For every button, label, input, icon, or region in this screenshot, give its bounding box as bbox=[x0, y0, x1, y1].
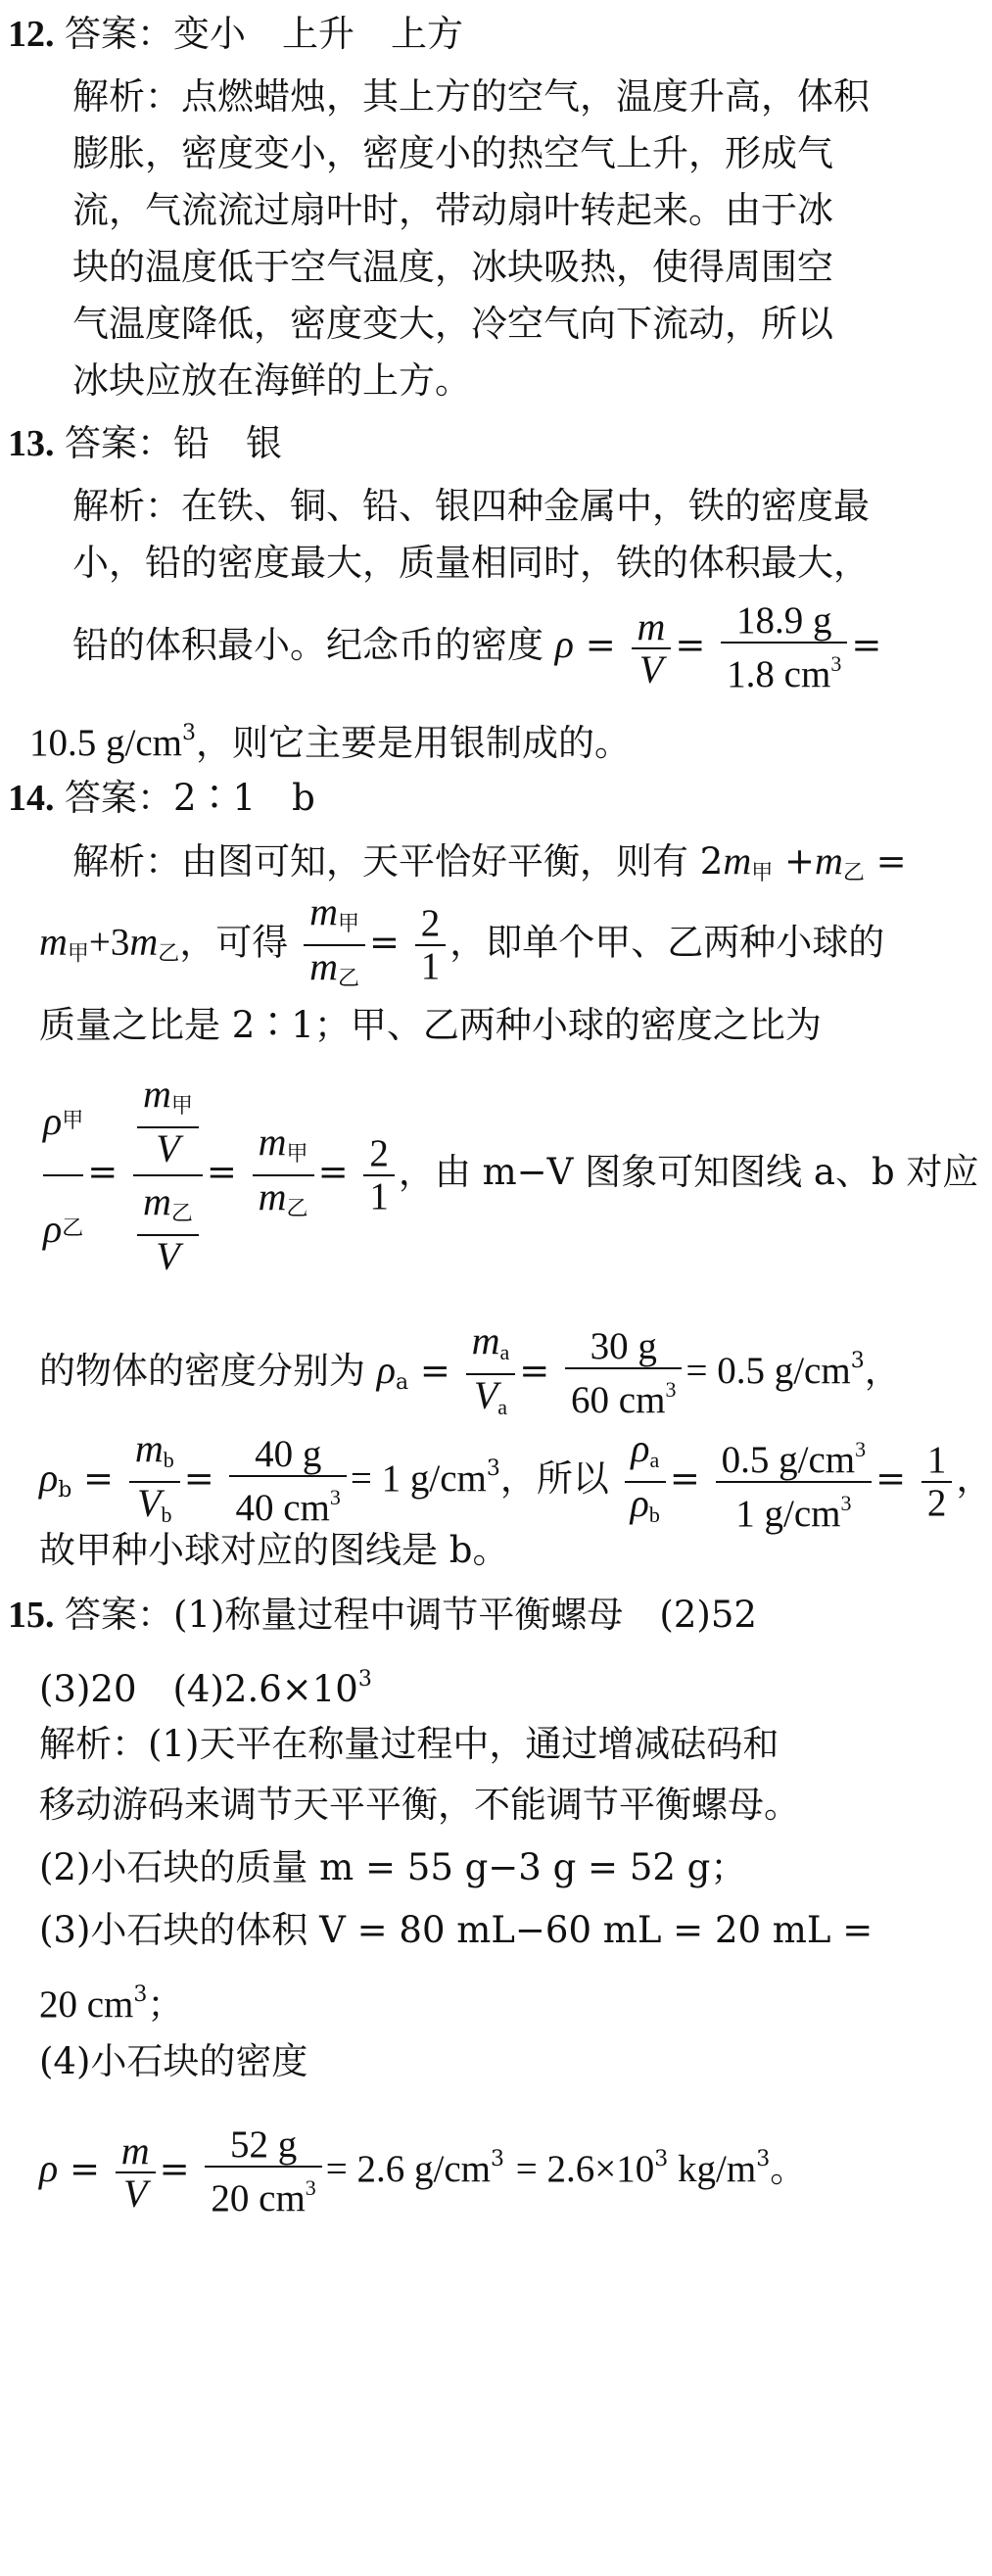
q13-m-over-v-fraction bbox=[632, 603, 672, 692]
q15-number: 15. bbox=[8, 1595, 55, 1636]
fraction-numerator bbox=[625, 1425, 665, 1481]
fraction-numerator: m bbox=[120, 2127, 150, 2172]
fraction-numerator: 18.9 g bbox=[735, 599, 832, 642]
fraction-numerator: m bbox=[637, 603, 666, 648]
denominator-unit: 20 cm bbox=[211, 2177, 306, 2219]
q14-analysis-text: 解析：由图可知，天平恰好平衡，则有 2 bbox=[72, 840, 724, 883]
subscript-b: b bbox=[163, 1447, 174, 1472]
subscript-jia: 甲 bbox=[751, 861, 774, 885]
subscript-b: b bbox=[161, 1502, 172, 1527]
q14-answer: 答案：2∶1 b bbox=[65, 777, 315, 819]
cube-exponent: 3 bbox=[133, 1982, 148, 2007]
cube-exponent: 3 bbox=[850, 1349, 865, 1373]
q15-answer-line bbox=[0, 1593, 918, 1638]
q14-two-over-one-fraction bbox=[415, 903, 447, 987]
q14-graph-text: ，由 m−V 图象可知图线 a、b 对应 bbox=[398, 1151, 979, 1193]
rho-symbol: ρ bbox=[43, 1206, 63, 1251]
fraction-numerator bbox=[133, 1069, 203, 1174]
q14-ratio-line: $m_甲+3m_乙$，可得 $\frac{m_甲}{m_乙}$ = $\frac{2}{1}$ ，即单个甲、乙两种小球的 bbox=[0, 891, 957, 1002]
subscript-a: a bbox=[649, 1447, 660, 1472]
cube-exponent: 3 bbox=[491, 2147, 505, 2171]
fraction-denominator: V bbox=[122, 2171, 148, 2216]
cube-exponent: 3 bbox=[654, 2147, 669, 2171]
fraction-numerator: 40 g bbox=[255, 1433, 322, 1475]
q14-ratio-tail: ，即单个甲、乙两种小球的 bbox=[449, 921, 885, 964]
q14-compound-fraction bbox=[133, 1069, 203, 1282]
q13-result-value: 10.5 g/cm bbox=[29, 722, 182, 764]
q15-answer-2: (3)20 (4)2.6×10 bbox=[39, 1668, 358, 1710]
fraction-numerator bbox=[129, 1425, 180, 1481]
q15-end-mark: 。 bbox=[770, 2148, 807, 2190]
mass-symbol: m bbox=[134, 1425, 164, 1470]
q15-m-over-v-fraction bbox=[116, 2127, 156, 2216]
fraction-denominator bbox=[253, 1173, 314, 1229]
q14-kede-text: ，可得 bbox=[179, 921, 289, 964]
cube-exponent: 3 bbox=[756, 2147, 771, 2171]
q12-analysis-line-3: 流，气流流过扇叶时，带动扇叶转起来。由于冰 bbox=[72, 189, 833, 231]
ratio-numerator-value: 0.5 g/cm bbox=[721, 1438, 856, 1481]
q15-mass-line: (2)小石块的质量 m = 55 g−3 g = 52 g； bbox=[39, 1846, 747, 1888]
fraction-numerator: 2 bbox=[369, 1131, 389, 1174]
q13-answer-line bbox=[0, 421, 918, 466]
rho-symbol: ρ bbox=[631, 1425, 650, 1470]
q13-analysis-line-1: 解析：在铁、铜、铅、银四种金属中，铁的密度最 bbox=[72, 485, 870, 527]
subscript-yi: 乙 bbox=[62, 1216, 84, 1241]
cube-exponent: 3 bbox=[305, 2175, 316, 2200]
fraction-numerator: 52 g bbox=[229, 2123, 298, 2166]
q14-conclusion: 故甲种小球对应的图线是 b。 bbox=[39, 1529, 509, 1571]
q14-two-over-one-fraction-2 bbox=[363, 1133, 395, 1217]
cube-exponent: 3 bbox=[840, 1490, 852, 1515]
q12-analysis-line-1: 解析：点燃蜡烛，其上方的空气，温度升高，体积 bbox=[72, 75, 870, 118]
fraction-numerator bbox=[253, 1121, 314, 1174]
q12-analysis-line-5: 气温度降低，密度变大，冷空气向下流动，所以 bbox=[72, 303, 833, 345]
fraction-denominator: V bbox=[156, 1125, 180, 1170]
subscript-jia: 甲 bbox=[337, 911, 359, 935]
q15-result-unit: kg/m bbox=[668, 2148, 757, 2190]
q15-analysis-line-2: 移动游码来调节天平平衡，不能调节平衡螺母。 bbox=[39, 1784, 800, 1826]
q12-answer-line bbox=[0, 12, 918, 57]
mass-symbol: m bbox=[142, 1178, 171, 1223]
fraction-numerator: 30 g bbox=[590, 1325, 657, 1367]
q12-analysis-line-4: 块的温度低于空气温度，冰块吸热，使得周围空 bbox=[72, 246, 833, 288]
subscript-yi: 乙 bbox=[286, 1195, 308, 1220]
cube-exponent: 3 bbox=[486, 1456, 500, 1481]
mass-symbol: m bbox=[723, 838, 752, 883]
q13-conclusion: ，则它主要是用银制成的。 bbox=[195, 722, 631, 764]
mass-symbol: m bbox=[471, 1317, 500, 1362]
q13-conclusion-line bbox=[0, 711, 947, 766]
q13-answer: 答案：铅 银 bbox=[65, 422, 282, 464]
subscript-jia: 甲 bbox=[170, 1092, 193, 1118]
q14-analysis-line-1: 解析：由图可知，天平恰好平衡，则有 $2m_甲 +m_乙$ = bbox=[72, 838, 907, 885]
q14-rho-b-line: $\rho_b$ = $\frac{m_b}{V_b}$ = $\frac{40 g}{40 cm^3}$ = 1 $g/cm^3$，所以 $\frac{\rho_a}{\rho_b}$ = $\frac{0.5 g/cm^3}{1 g/cm^3}$ = $\frac{1}{2}$ ， bbox=[39, 1425, 992, 1535]
cube-exponent: 3 bbox=[855, 1436, 867, 1461]
cube-exponent: 3 bbox=[329, 1485, 341, 1509]
fraction-denominator bbox=[721, 644, 847, 695]
q15-volume-line-2 bbox=[0, 1973, 957, 2027]
fraction-denominator: 1 bbox=[369, 1174, 389, 1217]
subscript-yi: 乙 bbox=[842, 861, 865, 885]
subscript-a: a bbox=[497, 1394, 508, 1419]
subscript-yi: 乙 bbox=[170, 1200, 193, 1225]
q15-analysis-line-1: 解析：(1)天平在称量过程中，通过增减砝码和 bbox=[39, 1723, 779, 1765]
mass-symbol: m bbox=[39, 919, 68, 964]
rho-symbol: ρ bbox=[39, 1455, 59, 1500]
rho-symbol: ρ bbox=[43, 1098, 63, 1143]
denominator-unit: 1.8 cm bbox=[727, 653, 831, 695]
rho-symbol: ρ bbox=[376, 1348, 396, 1392]
fraction-denominator bbox=[304, 946, 365, 999]
subscript-jia: 甲 bbox=[67, 941, 89, 967]
q15-volume-tail: ； bbox=[147, 1983, 184, 2026]
q13-analysis-line-2: 小，铅的密度最大，质量相同时，铁的体积最大， bbox=[72, 542, 870, 584]
mass-symbol: m bbox=[129, 919, 159, 964]
q14-density-intro: 的物体的密度分别为 bbox=[39, 1350, 365, 1392]
cube-exponent: 3 bbox=[830, 651, 842, 676]
q14-rho-ratio-fraction bbox=[43, 1069, 83, 1282]
cube-exponent: 3 bbox=[665, 1377, 677, 1402]
rho-a-value-fraction bbox=[565, 1326, 682, 1421]
mass-symbol: m bbox=[258, 1173, 287, 1218]
q15-value-fraction bbox=[205, 2124, 321, 2219]
subscript-yi: 乙 bbox=[158, 941, 180, 967]
q14-mass-ratio-fraction-2 bbox=[253, 1121, 314, 1229]
q14-analysis-line-3: 质量之比是 2∶1；甲、乙两种小球的密度之比为 bbox=[39, 1004, 822, 1046]
q14-suoyi-text: ，所以 bbox=[499, 1457, 609, 1500]
rho-symbol: ρ bbox=[630, 1480, 649, 1525]
cube-exponent: 3 bbox=[357, 1667, 372, 1692]
q14-mass-ratio-fraction bbox=[304, 891, 365, 999]
fraction-denominator bbox=[730, 1483, 857, 1535]
yi-density-fraction bbox=[137, 1178, 199, 1278]
q15-volume-value: 20 cm bbox=[39, 1983, 134, 2026]
fraction-denominator bbox=[43, 1176, 83, 1282]
fraction-numerator bbox=[466, 1317, 516, 1373]
fraction-denominator bbox=[205, 2168, 321, 2219]
q13-number: 13. bbox=[8, 423, 55, 464]
rho-ratio-value-fraction bbox=[716, 1429, 872, 1535]
q14-rho-a-line: 的物体的密度分别为 $\rho_a$ = $\frac{m_a}{V_a}$ = $\frac{30 g}{60 cm^3}$ = 0.5 $g/cm^3$， bbox=[0, 1312, 957, 1432]
subscript-a: a bbox=[395, 1370, 409, 1395]
cube-exponent: 3 bbox=[181, 721, 196, 745]
subscript-b: b bbox=[58, 1478, 72, 1503]
q12-number: 12. bbox=[8, 14, 55, 55]
q12-analysis-line-2: 膨胀，密度变小，密度小的热空气上升，形成气 bbox=[72, 132, 833, 174]
rho-b-symbolic-fraction bbox=[129, 1425, 180, 1536]
q15-result-1: = 2.6 g/cm bbox=[325, 2148, 492, 2190]
rho-b-result: = 1 g/cm bbox=[350, 1457, 487, 1500]
fraction-numerator bbox=[716, 1429, 872, 1481]
fraction-denominator bbox=[565, 1369, 682, 1421]
rho-b-value-fraction bbox=[229, 1434, 346, 1529]
q15-density-formula-line: ρ = $\frac{m}{V}$ = $\frac{52 g}{20 cm^3}$ = 2.6 $g/cm^3 = 2.6\times 10^3$ $kg/m^3$。 bbox=[39, 2123, 807, 2219]
fraction-numerator bbox=[137, 1178, 199, 1234]
subscript-b: b bbox=[648, 1502, 660, 1527]
q13-density-formula-line: 铅的体积最小。纪念币的密度 ρ = $\frac{m}{V}$ = $\frac{18.9 g}{1.8 cm^3}$ = bbox=[72, 599, 882, 695]
mass-symbol: m bbox=[142, 1071, 171, 1116]
q13-value-fraction bbox=[721, 600, 847, 695]
q14-number: 14. bbox=[8, 778, 55, 819]
ratio-denominator-value: 1 g/cm bbox=[735, 1492, 841, 1535]
q14-density-ratio-line: ρ 甲 ρ 乙 = $\frac{m_甲}{V}$ $\frac{m_乙}{V}$ = $\frac{m_甲}{m_乙}$ = $\frac{2}{1}$ ，由 m−V 图象可知图线 a、b 对应 bbox=[0, 1060, 957, 1285]
rho-symbol: ρ bbox=[554, 622, 574, 666]
q14-rhs-coefficient: +3 bbox=[88, 921, 130, 964]
q12-analysis-line-6: 冰块应放在海鲜的上方。 bbox=[72, 359, 471, 402]
volume-symbol: V bbox=[137, 1480, 162, 1525]
fraction-numerator: 1 bbox=[926, 1438, 947, 1481]
subscript-jia: 甲 bbox=[62, 1108, 84, 1133]
mass-symbol: m bbox=[309, 944, 338, 988]
subscript-a: a bbox=[499, 1339, 510, 1364]
fraction-denominator: 2 bbox=[926, 1481, 947, 1524]
fraction-denominator bbox=[133, 1176, 203, 1282]
q15-result-2: = 2.6×10 bbox=[515, 2148, 655, 2190]
fraction-numerator: 2 bbox=[420, 902, 441, 944]
fraction-numerator bbox=[137, 1073, 199, 1126]
fraction-denominator bbox=[229, 1477, 346, 1529]
volume-symbol: V bbox=[473, 1372, 498, 1417]
q15-density-label: (4)小石块的密度 bbox=[39, 2040, 308, 2082]
mass-symbol: m bbox=[309, 889, 338, 933]
one-half-fraction bbox=[921, 1440, 953, 1524]
q15-answer: 答案：(1)称量过程中调节平衡螺母 (2)52 bbox=[65, 1594, 757, 1636]
jia-density-fraction bbox=[137, 1073, 199, 1169]
fraction-numerator bbox=[304, 891, 365, 944]
subscript-jia: 甲 bbox=[286, 1140, 308, 1166]
mass-symbol: m bbox=[814, 838, 843, 883]
rho-ratio-fraction bbox=[625, 1425, 666, 1536]
q15-volume-line: (3)小石块的体积 V = 80 mL−60 mL = 20 mL = bbox=[39, 1909, 874, 1951]
rho-a-result: = 0.5 g/cm bbox=[685, 1350, 851, 1392]
rho-a-symbolic-fraction bbox=[466, 1317, 516, 1428]
fraction-denominator: V bbox=[638, 646, 664, 692]
fraction-denominator: 1 bbox=[420, 945, 441, 987]
q13-density-text: 铅的体积最小。纪念币的密度 bbox=[72, 624, 543, 666]
q14-answer-line bbox=[0, 776, 918, 821]
q12-answer: 答案：变小 上升 上方 bbox=[65, 13, 463, 55]
denominator-unit: 60 cm bbox=[571, 1379, 666, 1421]
denominator-unit: 40 cm bbox=[235, 1487, 330, 1529]
fraction-denominator: V bbox=[156, 1233, 180, 1278]
q15-answer-line-2 bbox=[0, 1657, 957, 1712]
subscript-yi: 乙 bbox=[337, 966, 359, 990]
rho-symbol: ρ bbox=[39, 2146, 59, 2190]
mass-symbol: m bbox=[258, 1119, 287, 1164]
